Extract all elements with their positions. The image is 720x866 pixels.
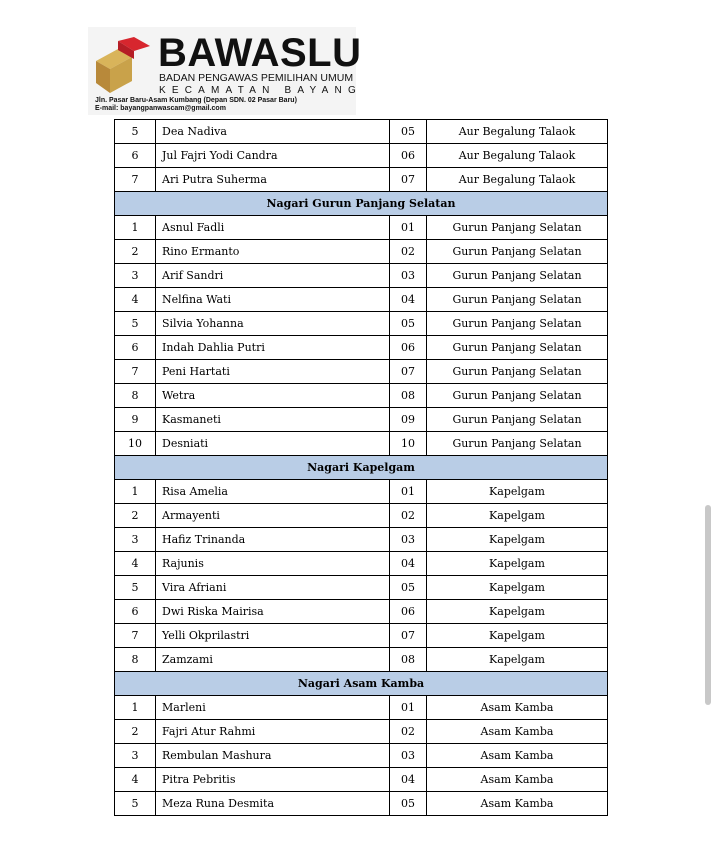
member-area: Kapelgam [427,504,608,528]
member-name: Asnul Fadli [156,216,390,240]
member-area: Gurun Panjang Selatan [427,288,608,312]
member-area: Gurun Panjang Selatan [427,360,608,384]
row-number: 4 [115,768,156,792]
table-row [115,528,608,552]
member-name: Silvia Yohanna [156,312,390,336]
table-row [115,264,608,288]
member-area: Kapelgam [427,552,608,576]
member-name: Zamzami [156,648,390,672]
office-email: E-mail: bayangpanwascam@gmail.com [95,105,226,112]
section-header-row [115,192,608,216]
bawaslu-logo-icon [92,37,154,97]
member-name: Desniati [156,432,390,456]
member-code: 06 [390,600,427,624]
member-area: Aur Begalung Talaok [427,144,608,168]
member-name: Arif Sandri [156,264,390,288]
member-name: Indah Dahlia Putri [156,336,390,360]
member-code: 03 [390,528,427,552]
member-code: 04 [390,768,427,792]
member-area: Gurun Panjang Selatan [427,240,608,264]
table-row [115,408,608,432]
member-code: 05 [390,576,427,600]
row-number: 6 [115,144,156,168]
member-area: Asam Kamba [427,720,608,744]
member-name: Dwi Riska Mairisa [156,600,390,624]
row-number: 1 [115,696,156,720]
member-name: Pitra Pebritis [156,768,390,792]
member-name: Meza Runa Desmita [156,792,390,816]
row-number: 10 [115,432,156,456]
table-row [115,696,608,720]
table-row [115,744,608,768]
table-row [115,336,608,360]
table-row [115,144,608,168]
row-number: 5 [115,576,156,600]
member-area: Kapelgam [427,624,608,648]
member-code: 08 [390,384,427,408]
member-name: Vira Afriani [156,576,390,600]
member-code: 02 [390,504,427,528]
table-row [115,648,608,672]
member-code: 05 [390,792,427,816]
table-row [115,216,608,240]
row-number: 3 [115,264,156,288]
member-area: Kapelgam [427,576,608,600]
table-row [115,168,608,192]
member-name: Risa Amelia [156,480,390,504]
row-number: 8 [115,648,156,672]
row-number: 6 [115,336,156,360]
member-name: Yelli Okprilastri [156,624,390,648]
member-code: 03 [390,744,427,768]
member-code: 06 [390,336,427,360]
table-row [115,288,608,312]
row-number: 6 [115,600,156,624]
member-name: Nelfina Wati [156,288,390,312]
row-number: 4 [115,552,156,576]
row-number: 2 [115,240,156,264]
member-code: 02 [390,240,427,264]
table-row [115,600,608,624]
member-name: Armayenti [156,504,390,528]
member-code: 06 [390,144,427,168]
member-code: 08 [390,648,427,672]
row-number: 1 [115,480,156,504]
section-header-row [115,672,608,696]
row-number: 4 [115,288,156,312]
member-area: Asam Kamba [427,768,608,792]
table-row [115,624,608,648]
member-name: Wetra [156,384,390,408]
member-area: Asam Kamba [427,696,608,720]
row-number: 3 [115,528,156,552]
table-row [115,576,608,600]
member-code: 02 [390,720,427,744]
brand-name: BAWASLU [158,31,362,75]
table-row [115,768,608,792]
table-row [115,120,608,144]
member-name: Rino Ermanto [156,240,390,264]
row-number: 5 [115,120,156,144]
member-code: 01 [390,696,427,720]
member-name: Kasmaneti [156,408,390,432]
table-row [115,720,608,744]
table-row [115,360,608,384]
member-code: 05 [390,312,427,336]
row-number: 1 [115,216,156,240]
member-code: 05 [390,120,427,144]
member-code: 07 [390,360,427,384]
brand-area: KECAMATAN BAYANG [159,85,362,96]
office-address: Jln. Pasar Baru-Asam Kumbang (Depan SDN. 02 Pasar Baru) [95,97,297,104]
row-number: 8 [115,384,156,408]
member-code: 10 [390,432,427,456]
member-area: Gurun Panjang Selatan [427,216,608,240]
row-number: 9 [115,408,156,432]
row-number: 2 [115,720,156,744]
member-code: 03 [390,264,427,288]
section-header-row [115,456,608,480]
table-row [115,480,608,504]
member-table [114,119,608,816]
member-area: Gurun Panjang Selatan [427,336,608,360]
row-number: 7 [115,624,156,648]
section-heading: Nagari Asam Kamba [115,672,608,696]
member-code: 04 [390,552,427,576]
member-area: Kapelgam [427,528,608,552]
member-name: Marleni [156,696,390,720]
table-row [115,552,608,576]
brand-subtitle: BADAN PENGAWAS PEMILIHAN UMUM [159,72,354,84]
member-code: 07 [390,168,427,192]
member-area: Gurun Panjang Selatan [427,264,608,288]
row-number: 5 [115,312,156,336]
member-area: Kapelgam [427,480,608,504]
member-area: Asam Kamba [427,744,608,768]
table-row [115,504,608,528]
member-name: Peni Hartati [156,360,390,384]
member-area: Gurun Panjang Selatan [427,384,608,408]
row-number: 5 [115,792,156,816]
table-row [115,792,608,816]
member-area: Asam Kamba [427,792,608,816]
member-area: Gurun Panjang Selatan [427,432,608,456]
member-code: 09 [390,408,427,432]
member-area: Aur Begalung Talaok [427,168,608,192]
section-heading: Nagari Kapelgam [115,456,608,480]
row-number: 7 [115,168,156,192]
member-name: Dea Nadiva [156,120,390,144]
table-row [115,384,608,408]
table-row [115,240,608,264]
member-name: Ari Putra Suherma [156,168,390,192]
table-row [115,312,608,336]
member-code: 04 [390,288,427,312]
table-row [115,432,608,456]
member-code: 07 [390,624,427,648]
member-name: Rajunis [156,552,390,576]
member-area: Kapelgam [427,648,608,672]
row-number: 7 [115,360,156,384]
member-name: Rembulan Mashura [156,744,390,768]
member-area: Gurun Panjang Selatan [427,312,608,336]
member-area: Gurun Panjang Selatan [427,408,608,432]
row-number: 2 [115,504,156,528]
scrollbar-thumb[interactable] [705,505,711,705]
member-code: 01 [390,480,427,504]
member-name: Jul Fajri Yodi Candra [156,144,390,168]
section-heading: Nagari Gurun Panjang Selatan [115,192,608,216]
member-name: Hafiz Trinanda [156,528,390,552]
member-area: Aur Begalung Talaok [427,120,608,144]
member-area: Kapelgam [427,600,608,624]
letterhead [88,27,362,115]
member-name: Fajri Atur Rahmi [156,720,390,744]
row-number: 3 [115,744,156,768]
member-code: 01 [390,216,427,240]
